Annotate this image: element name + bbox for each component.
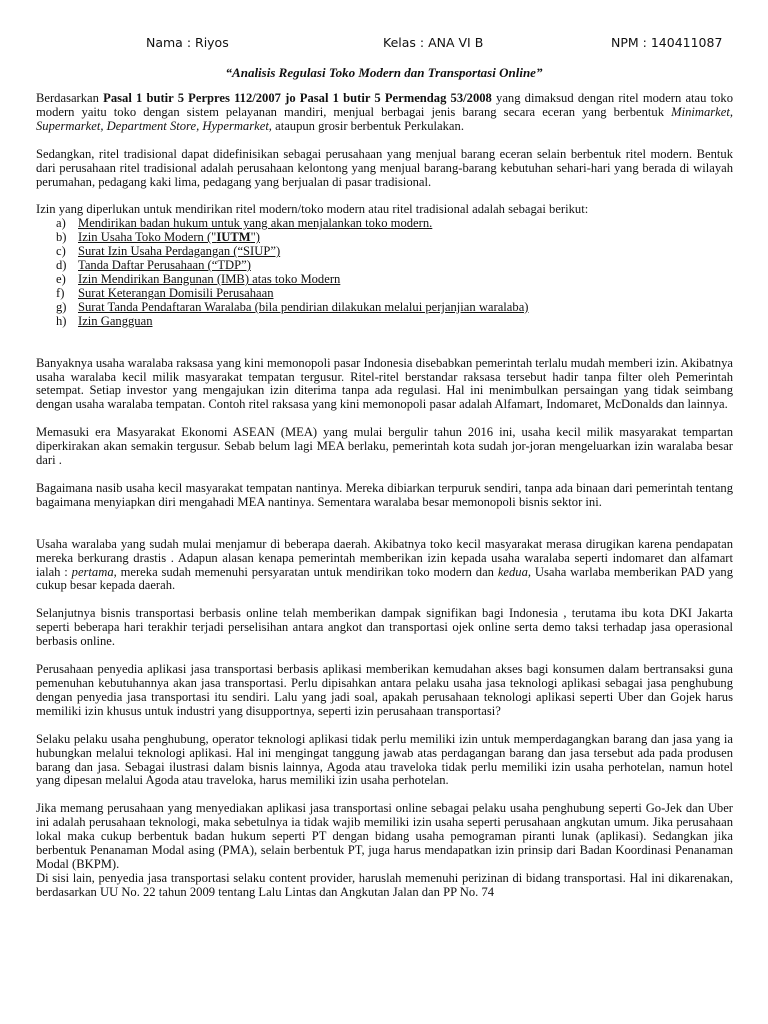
document-body (36, 92, 733, 900)
text-italic: pertama, (71, 564, 117, 579)
paragraph-nasib-usaha-kecil: Bagaimana nasib usaha kecil masyarakat tempatan nantinya. Mereka dibiarkan terpuruk sendiri, tanpa ada binaan dari pemerintah tentang bagaimana menyiapkan diri mengahadi MEA nantinya. Sementara waralaba besar memonopoli bisnis sektor ini. (36, 480, 733, 509)
list-item (36, 217, 733, 231)
paragraph-penyedia-aplikasi: Perusahaan penyedia aplikasi jasa transportasi berbasis aplikasi memberikan kemudahan akses bagi konsumen dalam bertransaksi guna pemenuhan kebutuhannya akan jasa transportasi. Perlu dipisahkan antara pelaku usaha jasa teknologi aplikasi sebagai jasa penghubung dengan penyedia jasa transportasi itu sendiri. Lalu yang jadi soal, apakah perusahaan teknologi aplikasi seperti Uber dan Gojek harus memiliki izin khusus untuk industri yang disupportnya, seperti izin perusahaan transportasi? (36, 662, 733, 718)
text-run: mereka sudah memenuhi persyaratan untuk mendirikan toko modern dan (116, 564, 498, 579)
store-types: Minimarket, Supermarket, Department Store, Hypermarket, (36, 104, 733, 133)
paragraph-ritel-tradisional: Sedangkan, ritel tradisional dapat didefinisikan sebagai perusahaan yang menjual barang eceran selain berbentuk ritel modern. Bentuk dari perusahaan ritel tradisional adalah perusahaan kelontong yang menjual barang-barang kebutuhan sehari-hari yang berada di wilayah perumahan, pedagang kaki lima, pedagang yang berjualan di pasar tradisional. (36, 146, 733, 189)
list-label: e) (56, 271, 66, 286)
list-label: b) (56, 230, 67, 245)
list-item (36, 245, 733, 259)
student-name: Nama : Riyos (146, 35, 229, 50)
legal-basis: Pasal 1 butir 5 Perpres 112/2007 jo Pasal 1 butir 5 Permendag 53/2008 (103, 91, 492, 105)
list-text: Surat Keterangan Domisili Perusahaan (78, 285, 274, 300)
text-run: Izin Usaha Toko Modern (" (78, 230, 217, 245)
student-npm: NPM : 140411087 (611, 35, 723, 50)
list-text: Surat Tanda Pendaftaran Waralaba (bila pendirian dilakukan melalui perjanjian waralaba) (78, 299, 529, 314)
text-bold: IUTM (216, 230, 251, 245)
paragraph-transportasi-online: Selanjutnya bisnis transportasi berbasis online telah memberikan dampak signifikan bagi Indonesia , terutama ibu kota DKI Jakarta seperti beberapa hari terakhir terjadi perselisihan antara angkot dan transportasi ojek online serta demo taksi terhadap jasa operasional berbasis online. (36, 606, 733, 649)
spacer (36, 524, 733, 538)
list-text: Izin Gangguan (78, 313, 153, 328)
list-text: Tanda Daftar Perusahaan (“TDP”) (78, 258, 251, 273)
paragraph-ritel-modern (36, 92, 733, 134)
spacer (36, 343, 733, 357)
text-italic: kedua, (497, 564, 532, 579)
student-class: Kelas : ANA VI B (383, 35, 484, 50)
paragraph-izin-intro: Izin yang diperlukan untuk mendirikan ritel modern/toko modern atau ritel tradisional adalah sebagai berikut: (36, 202, 589, 217)
text-run: Usaha warlaba memberikan PAD yang cukup besar kepada daerah. (36, 564, 733, 593)
text-run: ataupun grosir berbentuk Perkulakan. (271, 118, 464, 133)
list-label: a) (56, 216, 66, 231)
list-item (36, 273, 733, 287)
permit-list (36, 217, 733, 328)
list-label: c) (56, 244, 66, 259)
paragraph-waralaba-raksasa: Banyaknya usaha waralaba raksasa yang kini memonopoli pasar Indonesia disebabkan pemerintah terlalu mudah memberi izin. Akibatnya usaha waralaba kecil milik masyarakat tempatan tergusur. Ritel-ritel berstandar raksasa tersebut hadir tanpa filter oleh Pemerintah setempat. Setiap investor yang mengajukan izin diterima tanpa ada regulasi. Hal ini menimbulkan persaingan yang tidak seimbang dengan usaha waralaba tempatan. Contoh ritel raksasa yang kini memonopoli pasar adalah Alfamart, Indomaret, McDonalds dan lainnya. (36, 355, 733, 412)
paragraph-content-provider: Di sisi lain, penyedia jasa transportasi selaku content provider, haruslah memenuhi perizinan di bidang transportasi. Hal ini dikarenakan, berdasarkan UU No. 22 tahun 2009 tentang Lalu Lintas dan Angkutan Jalan dan PP No. 74 (36, 870, 733, 899)
text-run: ") (250, 230, 260, 245)
list-text: Izin Mendirikan Bangunan (IMB) atas toko Modern (78, 271, 341, 286)
list-text: Surat Izin Usaha Perdagangan (“SIUP”) (78, 244, 281, 259)
list-item (36, 231, 733, 245)
list-label: g) (56, 299, 67, 314)
list-label: f) (56, 285, 65, 300)
document-title: “Analisis Regulasi Toko Modern dan Transportasi Online” (225, 65, 543, 80)
paragraph-perusahaan-teknologi: Jika memang perusahaan yang menyediakan aplikasi jasa transportasi online sebagai pelaku usaha penghubung seperti Go-Jek dan Uber ini adalah perusahaan teknologi, maka sebetulnya ia tidak wajib memiliki izin usaha seperti perusahaan angkutan umum. Jika perusahaan lokal maka cukup berbentuk badan hukum seperti PT dengan bidang usaha pemograman piranti lunak (aplikasi). Sedangkan jika berbentuk Penanaman Modal asing (PMA), selain berbentuk PT, juga harus mendapatkan izin prinsip dari Badan Koordinasi Penanaman Modal (BKPM). (36, 801, 733, 871)
list-label: d) (56, 258, 67, 273)
document-header (0, 35, 768, 51)
text-run: Usaha waralaba yang sudah mulai menjamur di beberapa daerah. Akibatnya toko kecil masyarakat merasa dirugikan karena pendapatan mereka berkurang drastis . Adapun alasan kenapa pemerintah memberikan izin kepada usaha waralaba seperti indomaret dan alfamart ialah : (36, 536, 733, 579)
list-label: h) (56, 313, 67, 328)
text-run: Berdasarkan (36, 91, 104, 105)
paragraph-alasan-izin (36, 538, 733, 594)
list-item (36, 287, 733, 301)
list-text (78, 231, 260, 245)
text-run: yang dimaksud dengan ritel modern atau toko modern yaitu toko dengan sistem pelayanan mandiri, menjual berbagai jenis barang secara eceran yang berbentuk (36, 91, 733, 119)
list-text: Mendirikan badan hukum untuk yang akan menjalankan toko modern. (78, 216, 433, 231)
paragraph-mea: Memasuki era Masyarakat Ekonomi ASEAN (MEA) yang mulai bergulir tahun 2016 ini, usaha kecil milik masyarakat tempartan diperkirakan akan semakin tergusur. Sebab belum lagi MEA berlaku, pemerintah kota sudah jor-joran mengeluarkan izin waralaba besar dari . (36, 425, 733, 468)
list-item (36, 259, 733, 273)
list-item (36, 315, 733, 329)
list-item (36, 301, 733, 315)
paragraph-pelaku-penghubung: Selaku pelaku usaha penghubung, operator teknologi aplikasi tidak perlu memiliki izin untuk memperdagangkan barang dan jasa yang ia hubungkan melalui teknologi aplikasi. Hal ini mengingat tanggung jawab atas perdagangan barang dan jasa tersebut ada pada produsen barang dan jasa. Sebagai ilustrasi dalam bisnis lainnya, Agoda atau traveloka tidak perlu memiliki izin usaha perhotelan, namun hotel yang dipesan melalui Agoda atau traveloka, harus memiliki izin usaha perhotelan. (36, 731, 733, 788)
